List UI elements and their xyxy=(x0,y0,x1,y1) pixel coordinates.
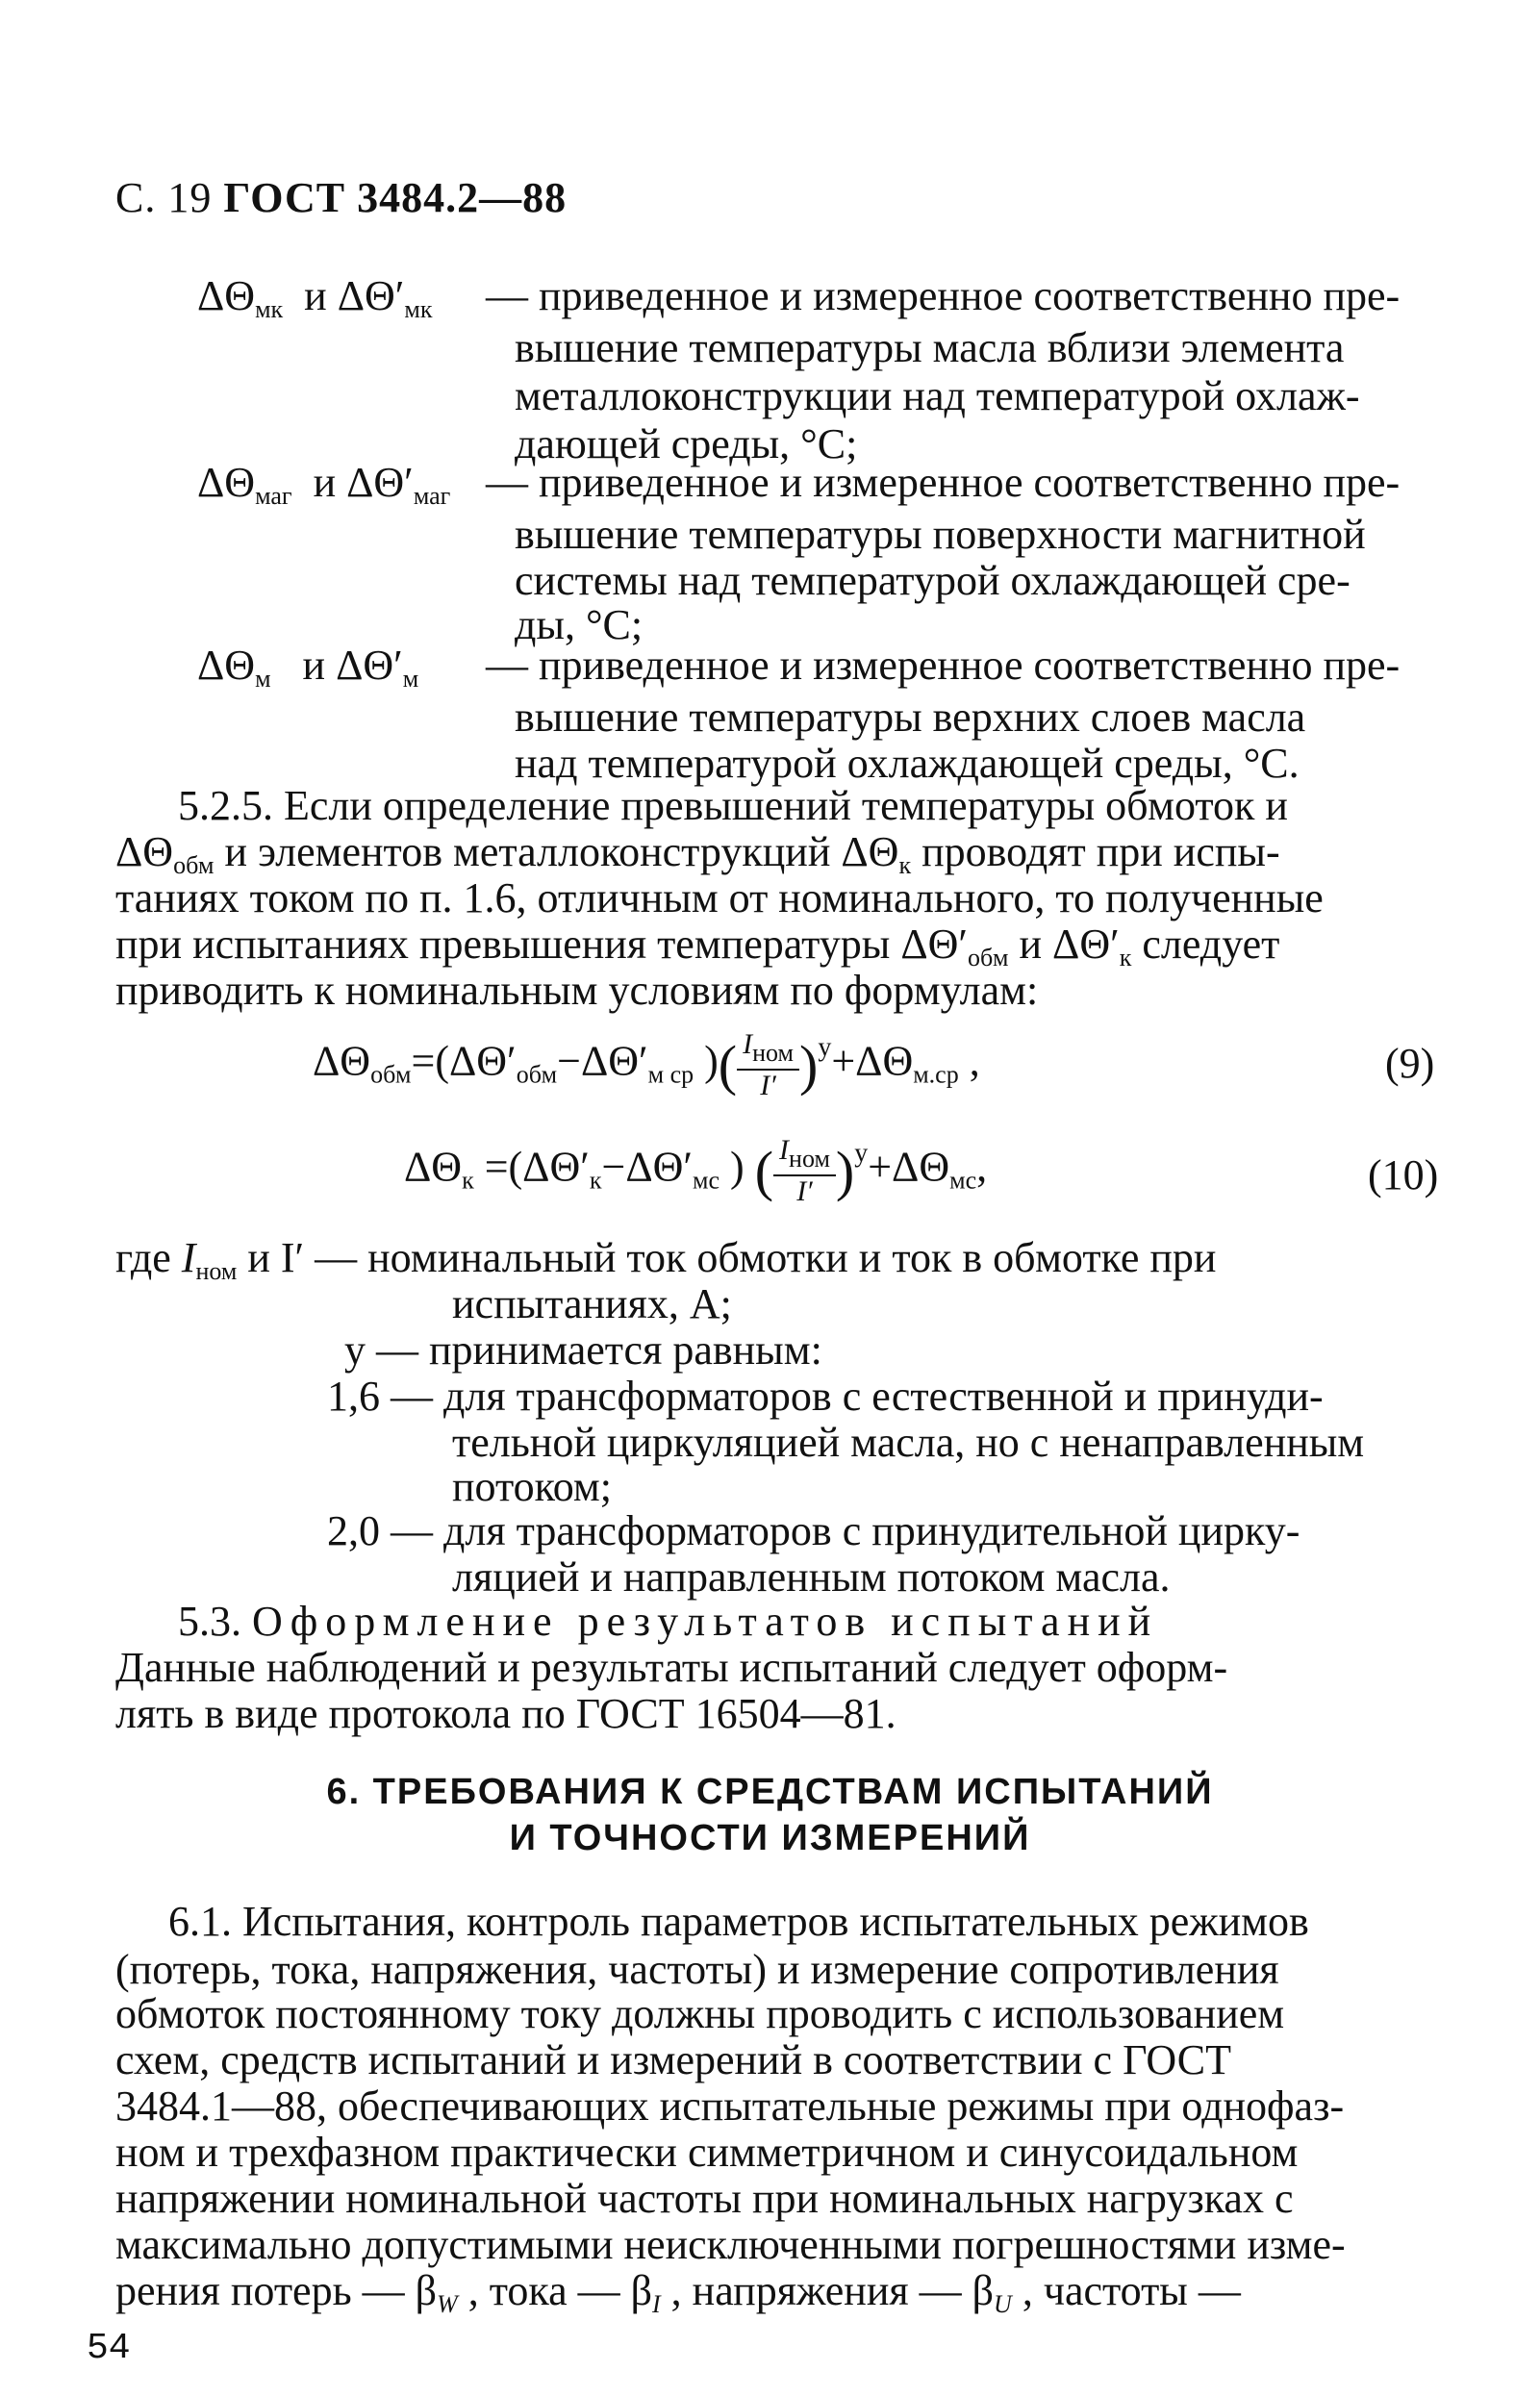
p525-line: таниях током по п. 1.6, отличным от номинального, то полученные xyxy=(115,874,1324,921)
p61-line: максимально допустимыми неисключенными погрешностями изме- xyxy=(115,2221,1346,2268)
p525-line: $\Delta\Theta_{обм}$ и элементов металлоконструкций $\Delta\Theta_к$ проводят при испы- xyxy=(115,828,1280,879)
equation-number-10: (10) xyxy=(1368,1151,1439,1198)
where-line: где $I_{ном}$ и I′ — номинальный ток обмотки и ток в обмотке при xyxy=(115,1234,1217,1285)
def3-line: вышение температуры верхних слоев масла xyxy=(515,694,1306,741)
def1-symbol: $\Delta\Theta_{мк}$ и $\Delta\Theta'_{мк}$ xyxy=(197,272,433,323)
p53-title: 5.3. Оформление результатов испытаний xyxy=(178,1598,1159,1645)
p61-line: 3484.1—88, обеспечивающих испытательные режимы при однофаз- xyxy=(115,2082,1345,2130)
p61-line: обмоток постоянному току должны проводить с использованием xyxy=(115,1990,1285,2037)
equation-number-9: (9) xyxy=(1385,1040,1435,1087)
where-line: 1,6 — для трансформаторов с естественной и принуди- xyxy=(327,1373,1324,1420)
page-header xyxy=(115,173,567,222)
formula-10: $\Delta\Theta_к =(\Delta\Theta'_к-\Delta\Theta'_{мс}$ ) ( $\frac{I_{ном}}{I'}$ )$^y+\Delta\Theta_{мс}$, xyxy=(404,1134,988,1207)
def3-symbol: $\Delta\Theta_м$ и $\Delta\Theta'_м$ xyxy=(197,642,419,693)
def1-line: вышение температуры масла вблизи элемента xyxy=(515,324,1345,371)
where-line: испытаниях, А; xyxy=(452,1280,732,1327)
where-line: 2,0 — для трансформаторов с принудительной цирку- xyxy=(327,1507,1300,1554)
header-standard-code: ГОСТ 3484.2—88 xyxy=(223,174,568,221)
p53-line: Данные наблюдений и результаты испытаний следует оформ- xyxy=(115,1644,1228,1691)
where-line: y — принимается равным: xyxy=(344,1326,822,1374)
p61-line: напряжении номинальной частоты при номинальных нагрузках с xyxy=(115,2175,1294,2222)
where-line: потоком; xyxy=(452,1463,612,1510)
section-heading: И ТОЧНОСТИ ИЗМЕРЕНИЙ xyxy=(509,1818,1031,1858)
p61-line: рения потерь — $\beta_W$ , тока — $\beta_I$ , напряжения — $\beta_U$ , частоты — xyxy=(115,2267,1241,2318)
header-page-ref: С. 19 xyxy=(115,174,213,221)
p61-line: схем, средств испытаний и измерений в соответствии с ГОСТ xyxy=(115,2036,1231,2083)
def1-line: — приведенное и измеренное соответственно пре- xyxy=(486,272,1401,319)
p61-line: (потерь, тока, напряжения, частоты) и измерение сопротивления xyxy=(115,1946,1279,1993)
def2-line: системы над температурой охлаждающей сре- xyxy=(515,557,1351,604)
p525-line: приводить к номинальным условиям по формулам: xyxy=(115,967,1039,1014)
def2-line: — приведенное и измеренное соответственно пре- xyxy=(486,459,1401,506)
def2-symbol: $\Delta\Theta_{маг}$ и $\Delta\Theta'_{маг}$ xyxy=(197,459,451,510)
def2-line: вышение температуры поверхности магнитной xyxy=(515,511,1366,558)
p61-line: ном и трехфазном практически симметричном и синусоидальном xyxy=(115,2129,1299,2176)
p525-line: 5.2.5. Если определение превышений температуры обмоток и xyxy=(178,782,1288,829)
where-line: тельной циркуляцией масла, но с ненаправленным xyxy=(452,1419,1365,1466)
p53-line: лять в виде протокола по ГОСТ 16504—81. xyxy=(115,1690,896,1737)
page-number: 54 xyxy=(87,2328,131,2369)
section-heading: 6. ТРЕБОВАНИЯ К СРЕДСТВАМ ИСПЫТАНИЙ xyxy=(326,1772,1214,1812)
def3-line: над температурой охлаждающей среды, °С. xyxy=(515,740,1300,787)
def1-line: дающей среды, °С; xyxy=(515,420,858,467)
def1-line: металлоконструкции над температурой охлаж- xyxy=(515,372,1360,419)
def3-line: — приведенное и измеренное соответственно пре- xyxy=(486,642,1401,689)
where-line: ляцией и направленным потоком масла. xyxy=(452,1553,1171,1601)
p525-line: при испытаниях превышения температуры $\Delta\Theta'_{обм}$ и $\Delta\Theta'_к$ следует xyxy=(115,921,1280,971)
p61-line: 6.1. Испытания, контроль параметров испытательных режимов xyxy=(168,1898,1309,1945)
formula-9: $\Delta\Theta_{обм}=(\Delta\Theta'_{обм}-\Delta\Theta'_{м ср}$ )( $\frac{I_{ном}}{I'}$ )$^y+\Delta\Theta_{м.ср}$ , xyxy=(313,1028,980,1101)
def2-line: ды, °С; xyxy=(515,601,644,648)
